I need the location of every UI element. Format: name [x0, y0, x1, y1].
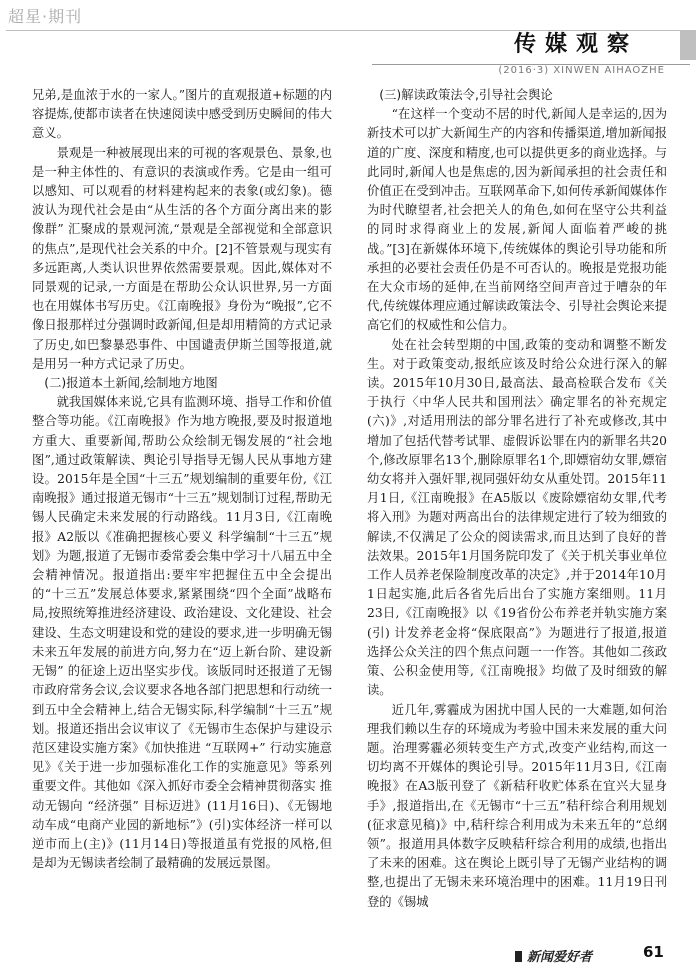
- article-paragraph: 兄弟,是血浓于水的一家人。”图片的直观报道+标题的内容提炼,使都市读者在快速阅读中感受到历史瞬间的伟大意义。: [32, 88, 332, 141]
- section-title: 传媒观察: [513, 32, 638, 57]
- article-column-right: [367, 86, 667, 936]
- article-paragraph: “在这样一个变动不居的时代,新闻人是幸运的,因为新技术可以扩大新闻生产的内容和传播渠道,增加新闻报道的广度、深度和精度,也可以提供更多的商业选择。与此同时,新闻人也是焦虑的,因为新闻承担的社会责任和价值正在受到冲击。互联网革命下,如何传承新闻媒体作为时代瞭望者,社会把关人的角色,如何在坚守公共利益的同时求得商业上的发展,新闻人面临着严峻的挑战。”[3]在新媒体环境下,传统媒体的舆论引导功能和所承担的必要社会责任仍是不可否认的。晚报是党报功能在大众市场的延伸,在当前网络空间声音过于嘈杂的年代,传统媒体理应通过解读政策法令、引导社会舆论来提高它们的权威性和公信力。: [367, 107, 667, 333]
- article-subheading: (三)解读政策法令,引导社会舆论: [379, 88, 553, 102]
- issue-label: (2016·3) XINWEN AIHAOZHE: [498, 65, 665, 76]
- article-paragraph: 处在社会转型期的中国,政策的变动和调整不断发生。对于政策变动,报纸应该及时给公众进行深入的解读。2015年10月30日,最高法、最高检联合发布《关于执行〈中华人民共和国刑法〉确定罪名的补充规定(六)》,对适用刑法的部分罪名进行了补充或修改,其中增加了包括代替考试罪、虚假诉讼罪在内的新罪名共20个,修改原罪名13个,删除原罪名1个,即嫖宿幼女罪,嫖宿幼女将并入强奸罪,视同强奸幼女从重处罚。2015年11月1日,《江南晚报》在A5版以《废除嫖宿幼女罪,代考将入刑》为题对两高出台的法律规定进行了较为细致的解读,不仅满足了公众的阅读需求,而且达到了良好的普法效果。2015年1月国务院印发了《关于机关事业单位工作人员养老保险制度改革的决定》,并于2014年10月1日起实施,此后各省先后出台了实施方案细则。11月23日,《江南晚报》以《19省份公布养老并轨实施方案(引) 计发养老金将“保底限高”》为题进行了报道,报道选择公众关注的四个焦点问题一一作答。其他如二孩政策、公积金使用等,《江南晚报》均做了及时细致的解读。: [367, 337, 667, 698]
- magazine-logo: 新闻爱好者: [515, 946, 592, 965]
- article-subheading: (二)报道本土新闻,绘制地方地图: [44, 376, 218, 391]
- section-marker-block: [680, 30, 696, 60]
- page-number: 61: [643, 943, 664, 961]
- article-paragraph: 近几年,雾霾成为困扰中国人民的一大难题,如何治理我们赖以生存的环境成为考验中国未来发展的重大问题。治理雾霾必须转变生产方式,改变产业结构,而这一切均离不开媒体的舆论引导。2015年11月3日,《江南晚报》在A3版刊登了《新秸秆收贮体系在宜兴大显身手》,报道指出,在《无锡市“十三五”秸秆综合利用规划(征求意见稿)》中,秸秆综合利用成为未来五年的“总纲领”。报道用具体数字反映秸秆综合利用的成绩,也指出了未来的困难。这在舆论上既引导了无锡产业结构的调整,也提出了无锡未来环境治理中的困难。11月19日刊登的《锡城: [367, 702, 667, 909]
- article-paragraph: 就我国媒体来说,它具有监测环境、指导工作和价值整合等功能。《江南晚报》作为地方晚报,要及时报道地方重大、重要新闻,帮助公众绘制无锡发展的“社会地图”,通过政策解读、舆论引导指导无锡人民从事地方建设。2015年是全国“十三五”规划编制的重要年份,《江南晚报》通过报道无锡市“十三五”规划制订过程,帮助无锡人民确定未来发展的行动路线。11月3日,《江南晚报》A2版以《准确把握核心要义 科学编制“十三五”规划》为题,报道了无锡市委常委会集中学习十八届五中全会精神情况。报道指出:要牢牢把握住五中全会提出的“十三五”发展总体要求,紧紧围绕“四个全面”战略布局,按照统筹推进经济建设、政治建设、文化建设、社会建设、生态文明建设和党的建设的要求,进一步明确无锡未来五年发展的前进方向,努力在“迈上新台阶、建设新无锡” 的征途上迈出坚实步伐。该版同时还报道了无锡市政府常务会议,会议要求各地各部门把思想和行动统一到五中全会精神上,结合无锡实际,科学编制“十三五”规划。报道还指出会议审议了《无锡市生态保护与建设示范区建设实施方案》《加快推进 “互联网+” 行动实施意见》《关于进一步加强标准化工作的实施意见》等系列重要文件。其他如《深入抓好市委全会精神贯彻落实 推动无锡向 “经济强” 目标迈进》(11月16日)、《无锡地动车成“电商产业园的新地标”》(引)实体经济一样可以逆市而上(主)》(11月14日)等报道虽有党报的风格,但是却为无锡读者绘制了最精确的发展远景图。: [32, 395, 332, 871]
- article-paragraph: 景观是一种被展现出来的可视的客观景色、景象,也是一种主体性的、有意识的表演或作秀。它是由一组可以感知、可以观看的材料建构起来的表象(或幻象)。德波认为现代社会是由“从生活的各个方面分离出来的影像群” 汇聚成的景观河流,“景观是全部视觉和全部意识的焦点”,是现代社会关系的中介。[2]不管景观与现实有多远距离,人类认识世界依然需要景观。因此,媒体对不同景观的记录,一方面是在帮助公众认识世界,另一方面也在用媒体书写历史。《江南晚报》身份为“晚报”,它不像日报那样过分强调时政新闻,但是却用精简的方式记录了历史,如巴黎暴恐事件、中国谴责伊斯兰国等报道,就是用另一种方式记录了历史。: [32, 145, 332, 371]
- article-column-left: [32, 86, 332, 936]
- publisher-brand: 超星·期刊: [8, 7, 83, 26]
